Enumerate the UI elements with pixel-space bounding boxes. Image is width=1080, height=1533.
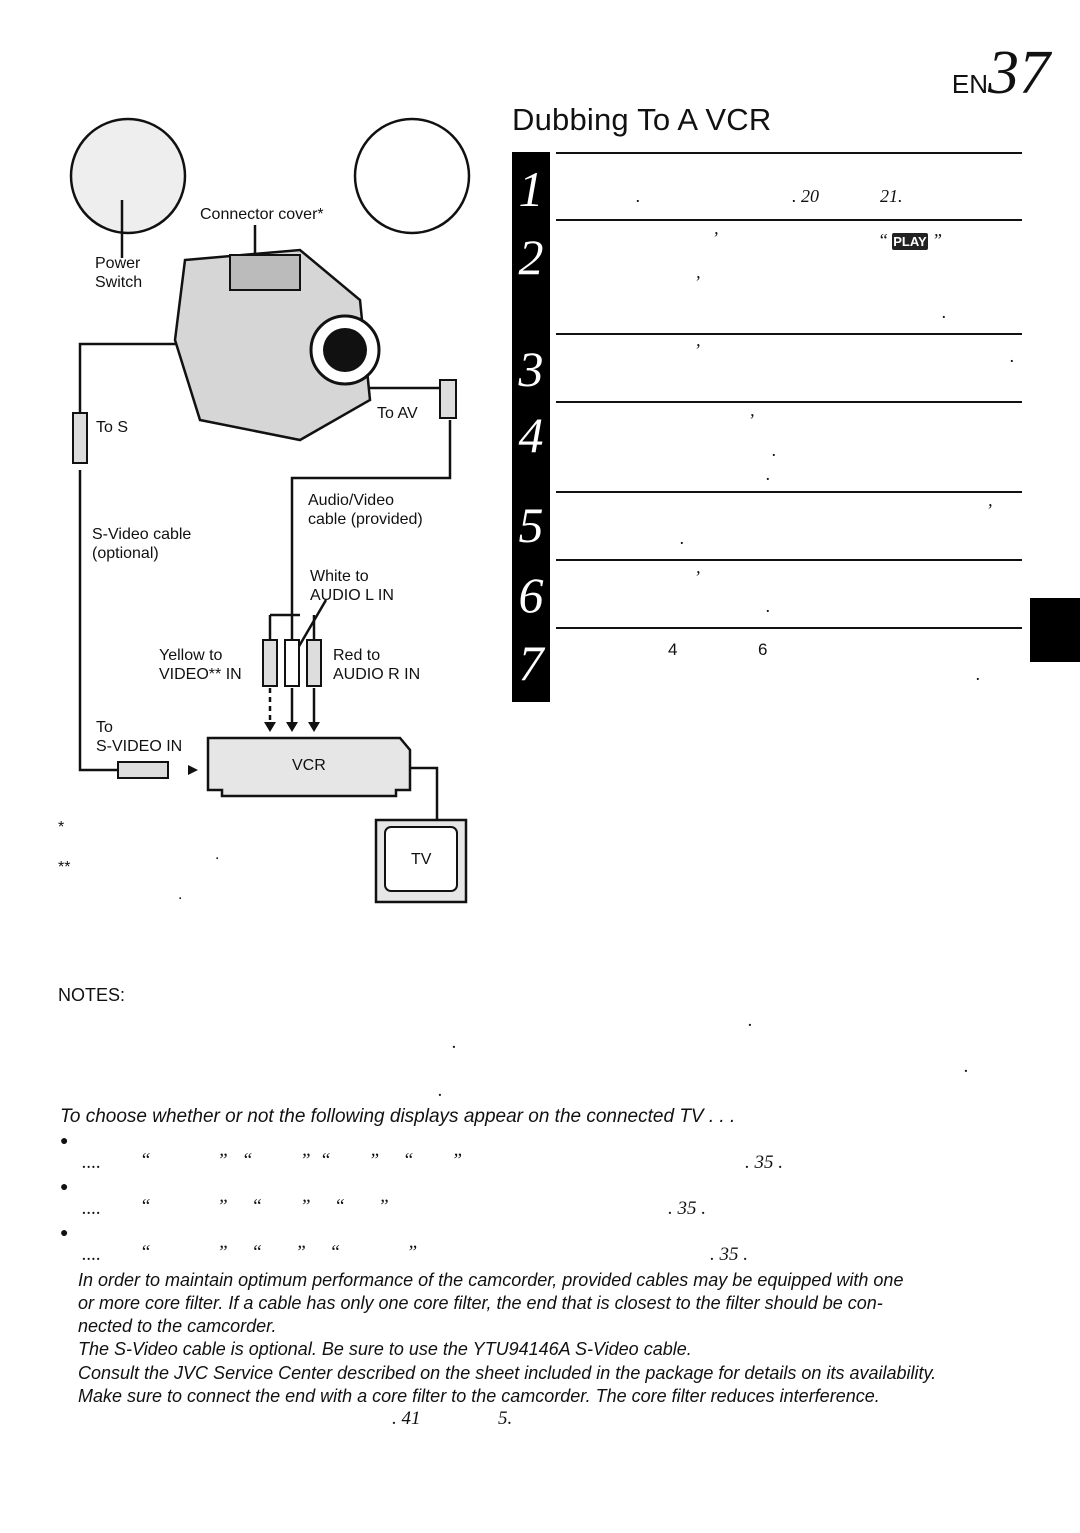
svideo-plug-bottom — [118, 762, 168, 778]
step7-text: 4 — [668, 640, 678, 659]
step2-text: ” — [932, 230, 943, 250]
red-to-label-2: AUDIO R IN — [333, 666, 421, 683]
step1-text: 21. — [880, 186, 903, 206]
svideo-cable-label-1: S-Video cable — [92, 526, 192, 543]
step4-text: ’ — [748, 410, 754, 430]
step2-text: ’ — [712, 228, 718, 248]
yellow-to-label-2: VIDEO** IN — [159, 666, 242, 683]
step-rule — [556, 627, 1022, 629]
step-rule — [556, 401, 1022, 403]
ref-quotes: “ ” “ ” “ ” “ ” — [140, 1150, 463, 1171]
note-paragraph-line: Consult the JVC Service Center described on the sheet included in the package for details on its availability. — [78, 1363, 937, 1383]
step-rule — [556, 219, 1022, 221]
ref-page: . 35 . — [668, 1198, 706, 1219]
white-to-label-2: AUDIO L IN — [310, 587, 394, 604]
vcr-label: VCR — [292, 757, 326, 774]
notes-heading: NOTES: — [58, 985, 126, 1005]
step7-text: . — [976, 664, 981, 684]
step2-text: “ — [878, 230, 889, 250]
power-switch-label-2: Switch — [95, 274, 143, 291]
av-plug — [440, 380, 456, 418]
step6-text: ’ — [694, 567, 700, 587]
bullet: ● — [60, 1224, 69, 1240]
svideo-cable-label-2: (optional) — [92, 545, 159, 562]
step7-text: 6 — [758, 640, 768, 659]
note-paragraph-line: In order to maintain optimum performance of the camcorder, provided cables may be equipped with one — [78, 1270, 904, 1290]
page-number-value: 37 — [988, 39, 1050, 107]
rca-plug-yellow — [263, 640, 277, 686]
ref-dots: .... — [82, 1244, 101, 1265]
ref-quotes: “ ” “ ” “ ” — [140, 1196, 389, 1217]
step1-text: . 20 — [792, 186, 819, 206]
step2-text: . — [942, 302, 947, 322]
footnote-period-1: . — [215, 846, 220, 863]
power-switch-label-1: Power — [95, 255, 141, 272]
step-number-bar — [512, 152, 550, 702]
step-number-5: 5 — [518, 497, 544, 553]
rca-plug-red — [307, 640, 321, 686]
red-to-label-1: Red to — [333, 647, 381, 664]
step6-text: . — [766, 596, 771, 616]
to-svideo-in-label-2: S-VIDEO IN — [96, 738, 183, 755]
step-number-4: 4 — [518, 407, 544, 463]
av-cable-label-1: Audio/Video — [308, 492, 394, 509]
ref-page: . 35 . — [710, 1244, 748, 1265]
step-rule — [556, 491, 1022, 493]
display-options-intro: To choose whether or not the following displays appear on the connected TV . . . — [60, 1106, 736, 1127]
last-line-ref: 5. — [498, 1408, 513, 1429]
connector-inset — [355, 119, 469, 233]
page-number-prefix: EN — [951, 69, 988, 99]
step2-text: ’ — [694, 272, 700, 292]
section-tab — [1030, 598, 1080, 662]
av-cable-label-2: cable (provided) — [308, 511, 423, 528]
note-paragraph-line: or more core filter. If a cable has only one core filter, the end that is closest to the filter should be con- — [78, 1293, 883, 1313]
step3-text: ’ — [694, 340, 700, 360]
to-s-label: To S — [96, 419, 129, 436]
bullet: ● — [60, 1132, 69, 1148]
connection-diagram — [0, 0, 500, 960]
footnote-double-star: ** — [58, 859, 71, 876]
ref-dots: .... — [82, 1152, 101, 1173]
step-number-3: 3 — [518, 341, 544, 397]
page-title: Dubbing To A VCR — [512, 102, 772, 137]
last-line-ref: . 41 — [392, 1408, 421, 1429]
step-number-1: 1 — [518, 161, 544, 217]
tv-label: TV — [411, 851, 432, 868]
step-rule — [556, 559, 1022, 561]
notes-period: . — [438, 1080, 443, 1101]
step4-text: . — [772, 440, 777, 460]
step3-text: . — [1010, 346, 1015, 366]
to-av-label: To AV — [377, 405, 418, 422]
step4-text: . — [766, 464, 771, 484]
page-number — [952, 38, 1050, 109]
bullet: ● — [60, 1178, 69, 1194]
footnote-period-2: . — [178, 886, 183, 903]
rca-plug-white — [285, 640, 299, 686]
ref-dots: .... — [82, 1198, 101, 1219]
ref-quotes: “ ” “ ” “ ” — [140, 1242, 418, 1263]
step-rule — [556, 333, 1022, 335]
step-number-6: 6 — [518, 567, 544, 623]
notes-period: . — [452, 1032, 457, 1053]
step-number-2: 2 — [518, 229, 544, 285]
white-to-label-1: White to — [310, 568, 369, 585]
notes-period: . — [748, 1010, 753, 1031]
play-badge: PLAY — [893, 234, 927, 249]
note-paragraph-line: nected to the camcorder. — [78, 1316, 277, 1336]
note-paragraph-line: The S-Video cable is optional. Be sure to use the YTU94146A S-Video cable. — [78, 1339, 692, 1359]
step1-text: . — [636, 186, 641, 206]
step5-text: ’ — [986, 500, 992, 520]
connector-cover-label: Connector cover* — [200, 206, 324, 223]
note-paragraph-line: Make sure to connect the end with a core filter to the camcorder. The core filter reduces interference. — [78, 1386, 880, 1406]
step-rule — [556, 152, 1022, 154]
power-switch-inset — [71, 119, 185, 233]
notes-period: . — [964, 1056, 969, 1077]
to-svideo-in-label-1: To — [96, 719, 113, 736]
ref-page: . 35 . — [745, 1152, 783, 1173]
footnote-star: * — [58, 819, 65, 836]
step5-text: . — [680, 528, 685, 548]
yellow-to-label-1: Yellow to — [159, 647, 223, 664]
step-number-7: 7 — [518, 635, 544, 691]
camcorder-illustration — [175, 250, 379, 440]
svideo-plug-top — [73, 413, 87, 463]
